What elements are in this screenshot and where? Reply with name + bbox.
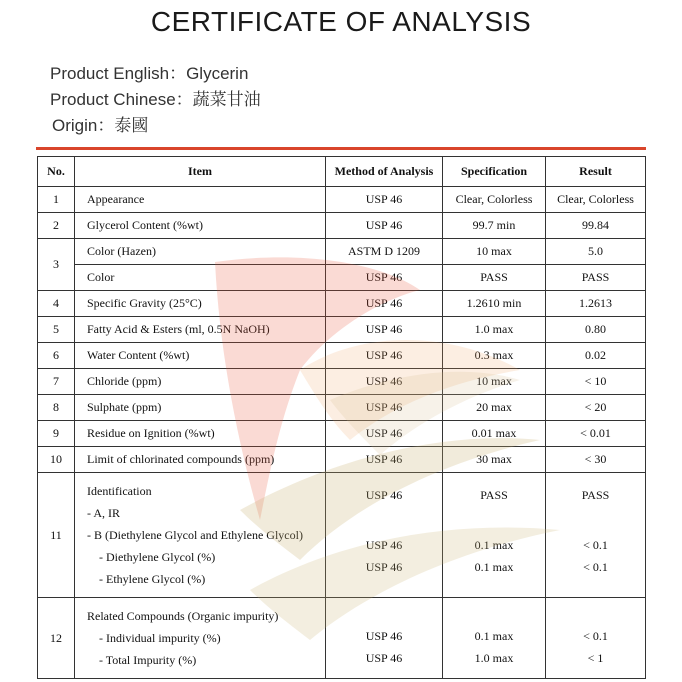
cell-method: USP 46 <box>326 343 443 369</box>
cell-spec: 30 max <box>443 447 546 473</box>
cell-spec: 0.01 max <box>443 421 546 447</box>
table-row <box>38 369 646 395</box>
cell-method: USP 46 <box>326 447 443 473</box>
table-row <box>38 317 646 343</box>
table-row <box>38 213 646 239</box>
origin: Origin：泰國 <box>52 116 149 135</box>
individual-impurity-label: - Individual impurity (%) <box>99 631 221 645</box>
cell-no: 9 <box>38 421 75 447</box>
cell-item: Chloride (ppm) <box>75 369 326 395</box>
cell-result: < 30 <box>546 447 646 473</box>
table-row <box>38 447 646 473</box>
cell-item: Fatty Acid & Esters (ml, 0.5N NaOH) <box>75 317 326 343</box>
diethylene-glycol-label: - Diethylene Glycol (%) <box>99 550 216 564</box>
spec-b1: 0.1 max <box>474 538 514 552</box>
analysis-table <box>37 156 646 679</box>
header-method: Method of Analysis <box>326 157 443 187</box>
table-row <box>38 291 646 317</box>
cell-method: USP 46 <box>326 317 443 343</box>
cell-no: 7 <box>38 369 75 395</box>
result-2: < 1 <box>587 651 604 665</box>
header-result: Result <box>546 157 646 187</box>
cell-result <box>546 473 646 598</box>
spec-2: 1.0 max <box>474 651 514 665</box>
cell-method <box>326 473 443 598</box>
cell-method: ASTM D 1209 <box>326 239 443 265</box>
cell-method: USP 46 <box>326 421 443 447</box>
cell-spec: 20 max <box>443 395 546 421</box>
product-chinese: Product Chinese：蔬菜甘油 <box>50 90 261 109</box>
table-row <box>38 187 646 213</box>
cell-method: USP 46 <box>326 291 443 317</box>
method-2: USP 46 <box>365 651 403 665</box>
cell-no: 8 <box>38 395 75 421</box>
spec-1: 0.1 max <box>474 629 514 643</box>
cell-item: Limit of chlorinated compounds (ppm) <box>75 447 326 473</box>
cell-no: 1 <box>38 187 75 213</box>
result-1: < 0.1 <box>583 629 608 643</box>
product-english: Product English：Glycerin <box>50 64 249 83</box>
cell-spec: PASS <box>443 265 546 291</box>
cell-result: 5.0 <box>546 239 646 265</box>
cell-spec <box>443 473 546 598</box>
cell-spec <box>443 598 546 679</box>
identification-label: Identification <box>87 484 152 498</box>
cell-spec: 10 max <box>443 369 546 395</box>
cell-method <box>326 598 443 679</box>
header-divider <box>36 147 646 150</box>
spec-a: PASS <box>480 488 508 502</box>
identification-a: - A, IR <box>87 506 120 520</box>
result-b2: < 0.1 <box>583 560 608 574</box>
cell-no: 6 <box>38 343 75 369</box>
identification-b: - B (Diethylene Glycol and Ethylene Glycol) <box>87 528 303 542</box>
cell-result: < 0.01 <box>546 421 646 447</box>
document-title: CERTIFICATE OF ANALYSIS <box>150 6 532 37</box>
method-b1: USP 46 <box>365 538 403 552</box>
method-1: USP 46 <box>365 629 403 643</box>
cell-result: < 20 <box>546 395 646 421</box>
cell-result: 0.80 <box>546 317 646 343</box>
table-row <box>38 343 646 369</box>
header-spec: Specification <box>443 157 546 187</box>
cell-item: Glycerol Content (%wt) <box>75 213 326 239</box>
table-row <box>38 421 646 447</box>
total-impurity-label: - Total Impurity (%) <box>99 653 197 667</box>
cell-spec: 1.0 max <box>443 317 546 343</box>
spec-b2: 0.1 max <box>474 560 514 574</box>
cell-no: 2 <box>38 213 75 239</box>
cell-spec: Clear, Colorless <box>443 187 546 213</box>
table-row-identification <box>38 473 646 598</box>
table-row <box>38 265 646 291</box>
cell-item: Specific Gravity (25°C) <box>75 291 326 317</box>
cell-item: Sulphate (ppm) <box>75 395 326 421</box>
table-row <box>38 395 646 421</box>
cell-result: 99.84 <box>546 213 646 239</box>
result-a: PASS <box>581 488 610 502</box>
cell-item: Appearance <box>75 187 326 213</box>
cell-no: 12 <box>38 598 75 679</box>
cell-no: 11 <box>38 473 75 598</box>
cell-no: 4 <box>38 291 75 317</box>
cell-method: USP 46 <box>326 187 443 213</box>
cell-method: USP 46 <box>326 395 443 421</box>
cell-no: 5 <box>38 317 75 343</box>
cell-no: 10 <box>38 447 75 473</box>
cell-spec: 1.2610 min <box>443 291 546 317</box>
cell-spec: 10 max <box>443 239 546 265</box>
cell-item: Color (Hazen) <box>75 239 326 265</box>
cell-result <box>546 598 646 679</box>
ethylene-glycol-label: - Ethylene Glycol (%) <box>99 572 206 586</box>
header-item: Item <box>75 157 326 187</box>
cell-spec: 0.3 max <box>443 343 546 369</box>
cell-item: Color <box>75 265 326 291</box>
cell-result: PASS <box>546 265 646 291</box>
cell-item <box>75 473 326 598</box>
cell-result: 1.2613 <box>546 291 646 317</box>
table-header-row <box>38 157 646 187</box>
related-compounds-label: Related Compounds (Organic impurity) <box>87 609 279 623</box>
cell-spec: 99.7 min <box>443 213 546 239</box>
cell-result: 0.02 <box>546 343 646 369</box>
cell-no: 3 <box>38 239 75 291</box>
cell-method: USP 46 <box>326 265 443 291</box>
cell-method: USP 46 <box>326 213 443 239</box>
result-b1: < 0.1 <box>583 538 608 552</box>
table-row-related-compounds <box>38 598 646 679</box>
header-no: No. <box>38 157 75 187</box>
method-a: USP 46 <box>365 488 403 502</box>
table-row <box>38 239 646 265</box>
method-b2: USP 46 <box>365 560 403 574</box>
cell-result: Clear, Colorless <box>546 187 646 213</box>
cell-item <box>75 598 326 679</box>
cell-item: Water Content (%wt) <box>75 343 326 369</box>
cell-item: Residue on Ignition (%wt) <box>75 421 326 447</box>
cell-result: < 10 <box>546 369 646 395</box>
cell-method: USP 46 <box>326 369 443 395</box>
